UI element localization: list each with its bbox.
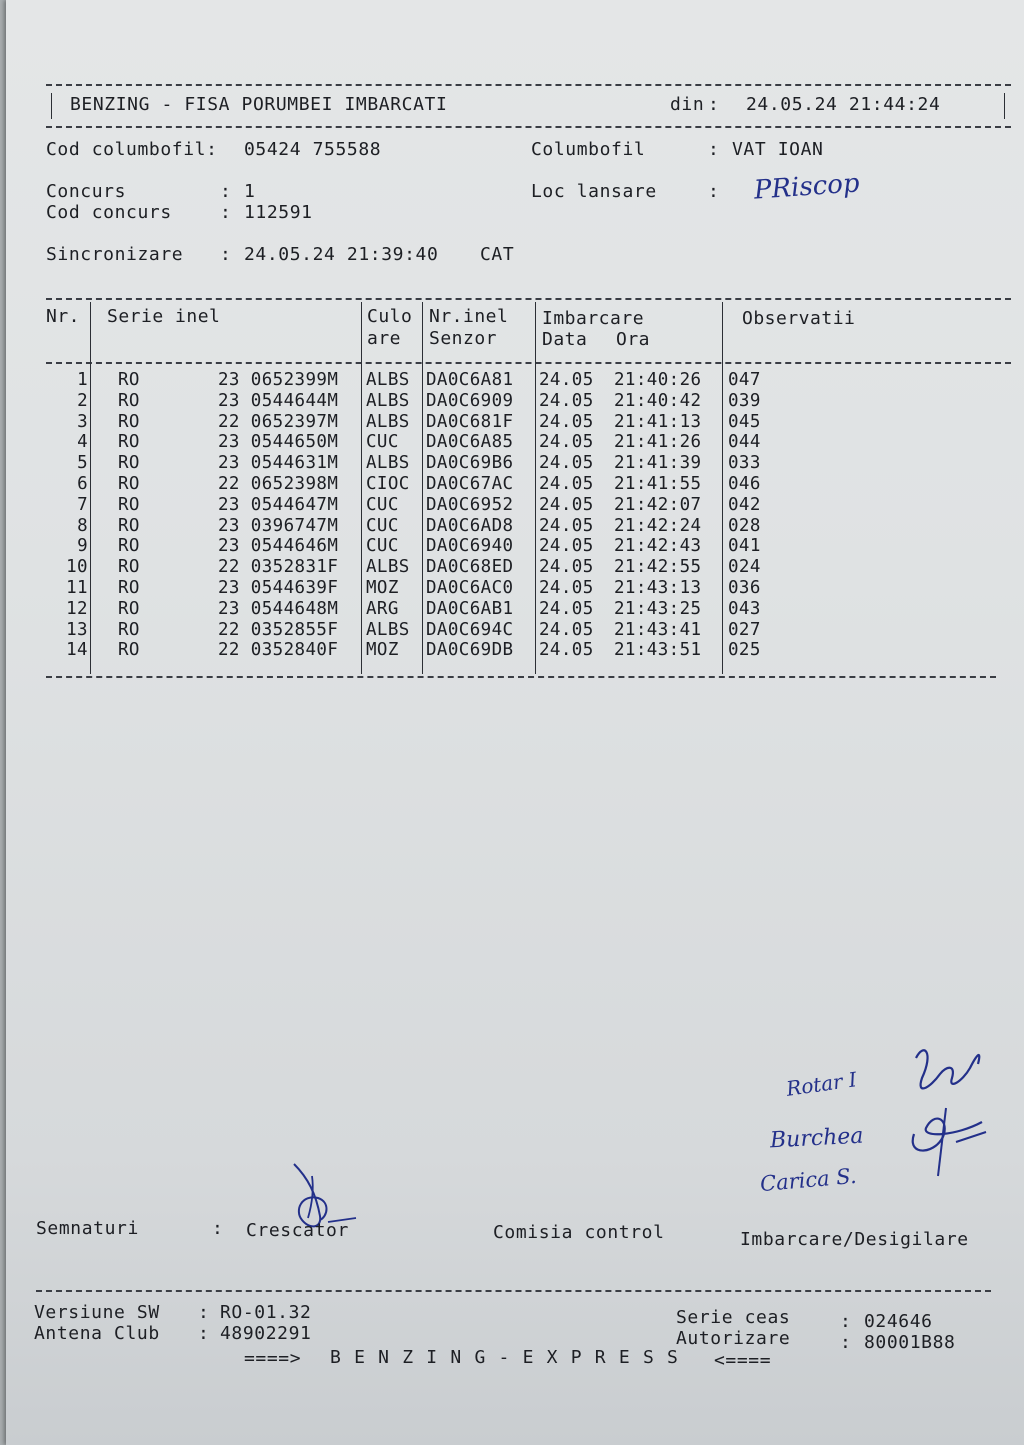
header-imbarcare-data: Data bbox=[542, 329, 588, 350]
serie-ceas-colon: : bbox=[840, 1311, 852, 1332]
cell-ora: 21:43:51 bbox=[614, 640, 702, 661]
antena-club-value: 48902291 bbox=[220, 1323, 312, 1344]
cell-data: 24.05 bbox=[539, 411, 594, 432]
cell-observatii: 042 bbox=[728, 494, 761, 515]
cell-nr: 2 bbox=[77, 390, 88, 411]
table-row bbox=[6, 474, 1024, 495]
cell-observatii: 025 bbox=[728, 640, 761, 661]
header-bottom-rule bbox=[46, 126, 1011, 128]
cell-senzor: DA0C69B6 bbox=[426, 453, 514, 474]
table-header-rule bbox=[46, 362, 1011, 364]
cell-senzor: DA0C681F bbox=[426, 411, 514, 432]
cell-observatii: 043 bbox=[728, 598, 761, 619]
cell-senzor: DA0C6AB1 bbox=[426, 598, 514, 619]
cell-culoare: ALBS bbox=[366, 370, 410, 390]
loc-lansare-handwritten: PRiscop bbox=[753, 168, 861, 206]
autorizare-colon: : bbox=[840, 1332, 852, 1353]
cell-serie-inel: 23 0544639F bbox=[218, 577, 339, 598]
table-row bbox=[6, 536, 1024, 557]
cell-observatii: 028 bbox=[728, 515, 761, 536]
cell-culoare: ALBS bbox=[366, 411, 410, 432]
handwritten-name-2: Burchea bbox=[769, 1123, 865, 1154]
cell-country: RO bbox=[118, 411, 140, 432]
columbofil-colon: : bbox=[708, 139, 720, 160]
cell-serie-inel: 22 0352855F bbox=[218, 619, 339, 640]
cell-ora: 21:40:42 bbox=[614, 390, 702, 411]
cell-data: 24.05 bbox=[539, 577, 594, 598]
cell-nr: 11 bbox=[66, 577, 88, 598]
cell-observatii: 045 bbox=[728, 411, 761, 432]
cell-culoare: ALBS bbox=[366, 619, 410, 640]
handwritten-name-1: Rotar I bbox=[784, 1067, 859, 1101]
table-bottom-rule bbox=[46, 676, 996, 678]
cell-observatii: 044 bbox=[728, 432, 761, 453]
cell-nr: 4 bbox=[77, 432, 88, 453]
concurs-value: 1 bbox=[244, 181, 256, 202]
cell-data: 24.05 bbox=[539, 557, 594, 578]
columbofil-label: Columbofil bbox=[531, 139, 646, 160]
footer-top-rule bbox=[36, 1290, 991, 1292]
cell-serie-inel: 23 0544648M bbox=[218, 598, 339, 619]
cell-nr: 3 bbox=[77, 411, 88, 432]
table-row bbox=[6, 578, 1024, 599]
cell-country: RO bbox=[118, 557, 140, 578]
sincronizare-value: 24.05.24 21:39:40 bbox=[244, 244, 439, 265]
cell-country: RO bbox=[118, 473, 140, 494]
sincronizare-zone: CAT bbox=[480, 244, 515, 265]
cell-serie-inel: 22 0352840F bbox=[218, 640, 339, 661]
sincronizare-colon: : bbox=[220, 244, 232, 265]
cell-ora: 21:41:39 bbox=[614, 453, 702, 474]
cod-columbofil-label: Cod columbofil: bbox=[46, 139, 218, 160]
date-label: din bbox=[670, 94, 705, 115]
cell-ora: 21:42:43 bbox=[614, 536, 702, 557]
cell-serie-inel: 23 0396747M bbox=[218, 515, 339, 536]
header-nrinel-1: Nr.inel bbox=[429, 306, 509, 327]
brand-arrow-right: <==== bbox=[714, 1350, 772, 1371]
autorizare-value: 80001B88 bbox=[864, 1332, 956, 1353]
cell-serie-inel: 23 0652399M bbox=[218, 370, 339, 390]
cell-serie-inel: 23 0544644M bbox=[218, 390, 339, 411]
cell-country: RO bbox=[118, 370, 140, 390]
cell-senzor: DA0C6A85 bbox=[426, 432, 514, 453]
cell-country: RO bbox=[118, 640, 140, 661]
cell-observatii: 047 bbox=[728, 370, 761, 390]
cell-ora: 21:41:55 bbox=[614, 473, 702, 494]
cell-senzor: DA0C6909 bbox=[426, 390, 514, 411]
cell-country: RO bbox=[118, 577, 140, 598]
cell-culoare: CIOC bbox=[366, 473, 410, 494]
columbofil-value: VAT IOAN bbox=[732, 139, 824, 160]
cell-nr: 12 bbox=[66, 598, 88, 619]
cell-data: 24.05 bbox=[539, 536, 594, 557]
header-culoare-1: Culo bbox=[367, 306, 413, 327]
cell-ora: 21:43:25 bbox=[614, 598, 702, 619]
versiune-sw-label: Versiune SW bbox=[34, 1302, 160, 1323]
versiune-sw-colon: : bbox=[198, 1302, 210, 1323]
cod-concurs-colon: : bbox=[220, 202, 232, 223]
loc-lansare-label: Loc lansare bbox=[531, 181, 657, 202]
sincronizare-label: Sincronizare bbox=[46, 244, 184, 265]
cell-observatii: 033 bbox=[728, 453, 761, 474]
cell-ora: 21:42:55 bbox=[614, 557, 702, 578]
table-row bbox=[6, 370, 1024, 391]
cell-culoare: MOZ bbox=[366, 577, 399, 598]
cell-country: RO bbox=[118, 494, 140, 515]
table-row bbox=[6, 432, 1024, 453]
versiune-sw-value: RO-01.32 bbox=[220, 1302, 312, 1323]
cell-country: RO bbox=[118, 390, 140, 411]
cell-ora: 21:43:13 bbox=[614, 577, 702, 598]
cell-observatii: 024 bbox=[728, 557, 761, 578]
table-row bbox=[6, 391, 1024, 412]
antena-club-colon: : bbox=[198, 1323, 210, 1344]
cell-country: RO bbox=[118, 536, 140, 557]
printed-sheet bbox=[6, 0, 1024, 1445]
cell-observatii: 036 bbox=[728, 577, 761, 598]
cell-senzor: DA0C694C bbox=[426, 619, 514, 640]
cell-data: 24.05 bbox=[539, 598, 594, 619]
cell-nr: 8 bbox=[77, 515, 88, 536]
cell-ora: 21:42:24 bbox=[614, 515, 702, 536]
cell-data: 24.05 bbox=[539, 370, 594, 390]
serie-ceas-label: Serie ceas bbox=[676, 1307, 791, 1328]
cell-data: 24.05 bbox=[539, 432, 594, 453]
header-serie-inel: Serie inel bbox=[107, 306, 221, 327]
cell-country: RO bbox=[118, 598, 140, 619]
cell-ora: 21:41:13 bbox=[614, 411, 702, 432]
cell-nr: 6 bbox=[77, 473, 88, 494]
cod-columbofil-value: 05424 755588 bbox=[244, 139, 382, 160]
cell-nr: 14 bbox=[66, 640, 88, 661]
concurs-label: Concurs bbox=[46, 181, 127, 202]
cell-ora: 21:42:07 bbox=[614, 494, 702, 515]
cell-serie-inel: 23 0544631M bbox=[218, 453, 339, 474]
cell-data: 24.05 bbox=[539, 515, 594, 536]
semnaturi-label: Semnaturi bbox=[36, 1218, 139, 1239]
serie-ceas-value: 024646 bbox=[864, 1311, 933, 1332]
table-top-rule bbox=[46, 298, 1011, 300]
cell-data: 24.05 bbox=[539, 390, 594, 411]
table-row bbox=[6, 599, 1024, 620]
cell-culoare: ARG bbox=[366, 598, 399, 619]
cell-serie-inel: 23 0544650M bbox=[218, 432, 339, 453]
table-row bbox=[6, 516, 1024, 537]
autorizare-label: Autorizare bbox=[676, 1328, 791, 1349]
concurs-colon: : bbox=[220, 181, 232, 202]
header-culoare-2: are bbox=[367, 328, 402, 349]
document-title: BENZING - FISA PORUMBEI IMBARCATI bbox=[70, 94, 448, 115]
cell-ora: 21:40:26 bbox=[614, 370, 702, 390]
cell-culoare: CUC bbox=[366, 515, 399, 536]
cell-country: RO bbox=[118, 432, 140, 453]
cell-culoare: CUC bbox=[366, 432, 399, 453]
crescator-label: Crescator bbox=[246, 1220, 349, 1241]
antena-club-label: Antena Club bbox=[34, 1323, 160, 1344]
brand-benzing-express: B E N Z I N G - E X P R E S S bbox=[330, 1347, 680, 1368]
brand-arrow-left: ====> bbox=[244, 1348, 302, 1369]
cell-country: RO bbox=[118, 515, 140, 536]
cell-serie-inel: 23 0544646M bbox=[218, 536, 339, 557]
semnaturi-colon: : bbox=[212, 1218, 224, 1239]
cell-data: 24.05 bbox=[539, 640, 594, 661]
cell-observatii: 039 bbox=[728, 390, 761, 411]
cell-serie-inel: 22 0352831F bbox=[218, 557, 339, 578]
cell-observatii: 041 bbox=[728, 536, 761, 557]
cell-data: 24.05 bbox=[539, 619, 594, 640]
cell-nr: 1 bbox=[77, 370, 88, 390]
cod-concurs-value: 112591 bbox=[244, 202, 313, 223]
cell-culoare: ALBS bbox=[366, 390, 410, 411]
cell-culoare: ALBS bbox=[366, 557, 410, 578]
signature-scribble-right bbox=[886, 1038, 996, 1178]
cell-senzor: DA0C67AC bbox=[426, 473, 514, 494]
table-row bbox=[6, 495, 1024, 516]
cell-country: RO bbox=[118, 453, 140, 474]
date-colon: : bbox=[708, 94, 720, 115]
table-row bbox=[6, 620, 1024, 641]
table-row bbox=[6, 557, 1024, 578]
cell-serie-inel: 22 0652397M bbox=[218, 411, 339, 432]
header-nr: Nr. bbox=[46, 306, 81, 327]
cell-country: RO bbox=[118, 619, 140, 640]
table-body bbox=[6, 370, 1024, 661]
cell-nr: 7 bbox=[77, 494, 88, 515]
header-imbarcare-ora: Ora bbox=[616, 329, 651, 350]
table-row bbox=[6, 453, 1024, 474]
cell-data: 24.05 bbox=[539, 494, 594, 515]
header-observatii: Observatii bbox=[742, 308, 856, 329]
cell-observatii: 027 bbox=[728, 619, 761, 640]
imbarcare-desigilare-label: Imbarcare/Desigilare bbox=[740, 1229, 969, 1250]
cell-data: 24.05 bbox=[539, 473, 594, 494]
cell-culoare: MOZ bbox=[366, 640, 399, 661]
cell-culoare: CUC bbox=[366, 536, 399, 557]
cell-culoare: ALBS bbox=[366, 453, 410, 474]
cell-serie-inel: 23 0544647M bbox=[218, 494, 339, 515]
print-date: 24.05.24 21:44:24 bbox=[746, 94, 941, 115]
cell-senzor: DA0C6AD8 bbox=[426, 515, 514, 536]
cell-nr: 5 bbox=[77, 453, 88, 474]
cell-data: 24.05 bbox=[539, 453, 594, 474]
header-nrinel-2: Senzor bbox=[429, 328, 498, 349]
cell-senzor: DA0C69DB bbox=[426, 640, 514, 661]
cell-senzor: DA0C6940 bbox=[426, 536, 514, 557]
cell-observatii: 046 bbox=[728, 473, 761, 494]
header-top-rule bbox=[46, 84, 1011, 86]
table-row bbox=[6, 640, 1024, 661]
cell-senzor: DA0C68ED bbox=[426, 557, 514, 578]
table-row bbox=[6, 412, 1024, 433]
cell-nr: 13 bbox=[66, 619, 88, 640]
header-left-border bbox=[51, 93, 52, 119]
comisia-control-label: Comisia control bbox=[493, 1222, 665, 1243]
cell-senzor: DA0C6A81 bbox=[426, 370, 514, 390]
cell-nr: 10 bbox=[66, 557, 88, 578]
header-right-border bbox=[1004, 93, 1005, 119]
cell-senzor: DA0C6AC0 bbox=[426, 577, 514, 598]
cell-culoare: CUC bbox=[366, 494, 399, 515]
cell-serie-inel: 22 0652398M bbox=[218, 473, 339, 494]
cell-nr: 9 bbox=[77, 536, 88, 557]
cell-senzor: DA0C6952 bbox=[426, 494, 514, 515]
cell-ora: 21:41:26 bbox=[614, 432, 702, 453]
cod-concurs-label: Cod concurs bbox=[46, 202, 172, 223]
loc-lansare-colon: : bbox=[708, 181, 720, 202]
handwritten-name-3: Carica S. bbox=[759, 1163, 858, 1197]
header-imbarcare: Imbarcare bbox=[542, 308, 645, 329]
cell-ora: 21:43:41 bbox=[614, 619, 702, 640]
